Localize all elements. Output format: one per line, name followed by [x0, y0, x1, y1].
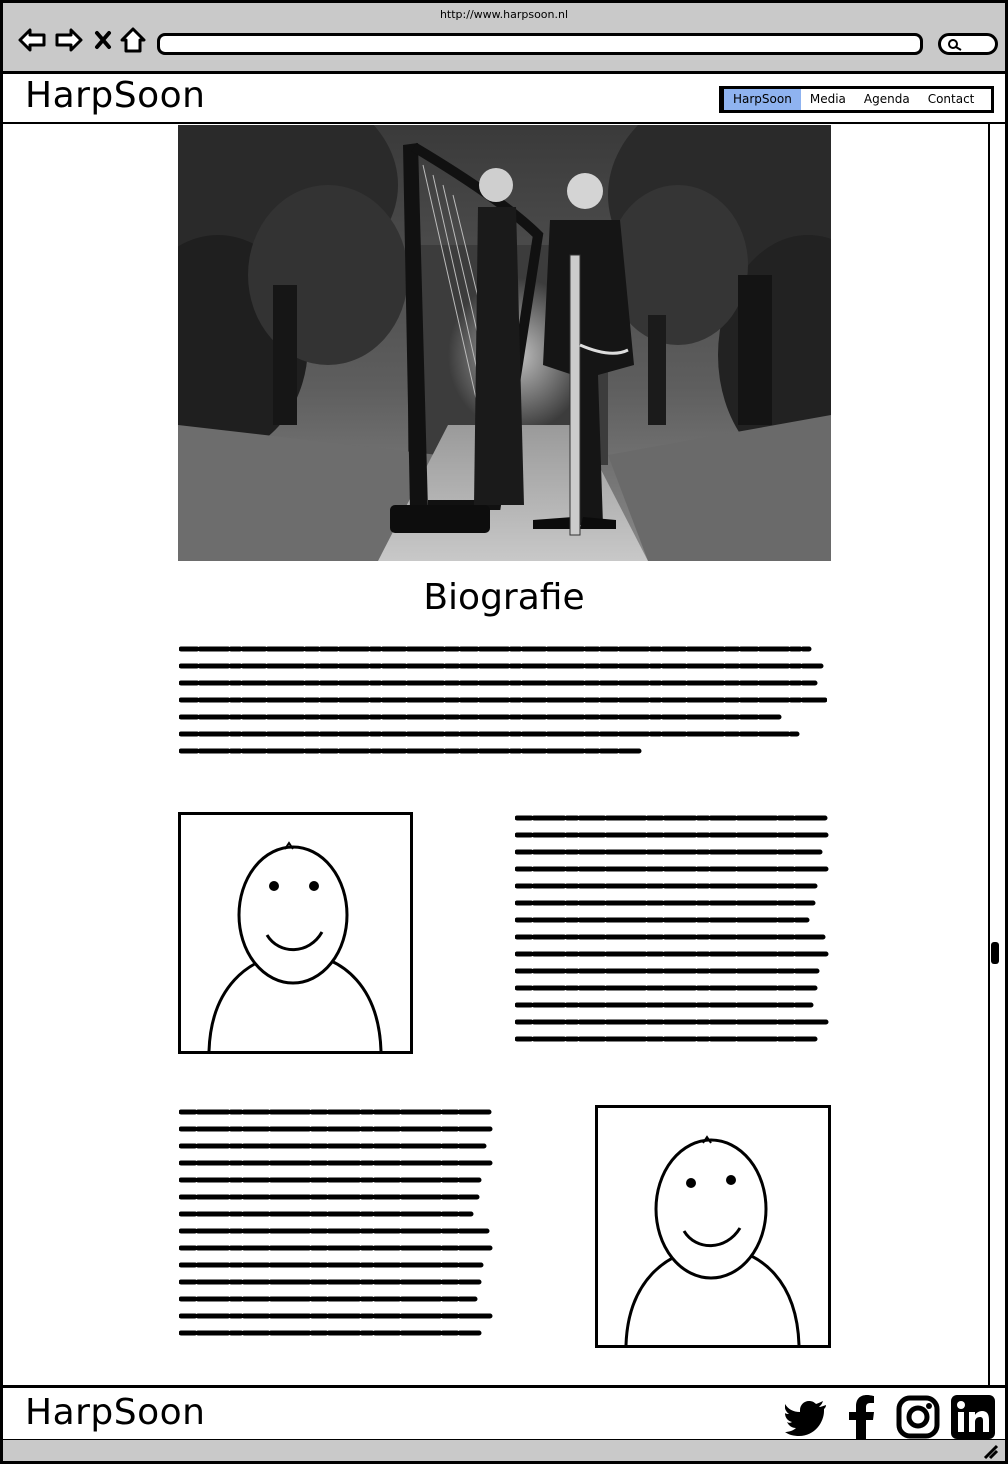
person-image-2 [595, 1105, 831, 1348]
browser-chrome [0, 0, 1008, 74]
back-arrow-icon[interactable] [17, 25, 47, 55]
search-icon [947, 38, 963, 52]
nav-item-harpsoon[interactable]: HarpSoon [724, 89, 801, 110]
main-nav [719, 86, 994, 113]
person-image-1 [178, 812, 413, 1054]
resize-grip-icon[interactable] [983, 1444, 999, 1460]
address-bar[interactable] [157, 33, 923, 55]
facebook-icon[interactable] [845, 1395, 879, 1439]
twitter-icon[interactable] [785, 1395, 829, 1439]
browser-status-bar [0, 1440, 1008, 1464]
home-icon[interactable] [118, 25, 148, 55]
scrollbar[interactable] [988, 124, 990, 1386]
person-placeholder-icon [181, 815, 410, 1051]
site-header [0, 74, 1008, 124]
person-placeholder-icon [598, 1108, 828, 1345]
scribble-text-lines [179, 641, 827, 761]
page-title: Biografie [423, 577, 585, 618]
nav-item-media[interactable]: Media [809, 92, 846, 106]
scrollbar-thumb[interactable] [991, 942, 999, 964]
browser-search-field[interactable] [938, 33, 998, 55]
section-1-text [515, 812, 830, 1047]
forward-arrow-icon[interactable] [54, 25, 84, 55]
close-icon[interactable] [92, 25, 114, 55]
hero-photo [178, 125, 831, 561]
linkedin-icon[interactable] [951, 1395, 995, 1439]
site-logo[interactable]: HarpSoon [25, 75, 206, 116]
nav-item-agenda[interactable]: Agenda [863, 92, 910, 106]
nav-item-contact[interactable]: Contact [927, 92, 975, 106]
scribble-text-lines [515, 812, 830, 1047]
footer-logo[interactable]: HarpSoon [25, 1392, 206, 1433]
bio-paragraph [179, 641, 827, 761]
section-2-text [179, 1106, 494, 1341]
scribble-text-lines [179, 1106, 494, 1341]
url-caption: http://www.harpsoon.nl [439, 8, 569, 21]
instagram-icon[interactable] [896, 1395, 940, 1439]
site-footer [0, 1385, 1008, 1441]
